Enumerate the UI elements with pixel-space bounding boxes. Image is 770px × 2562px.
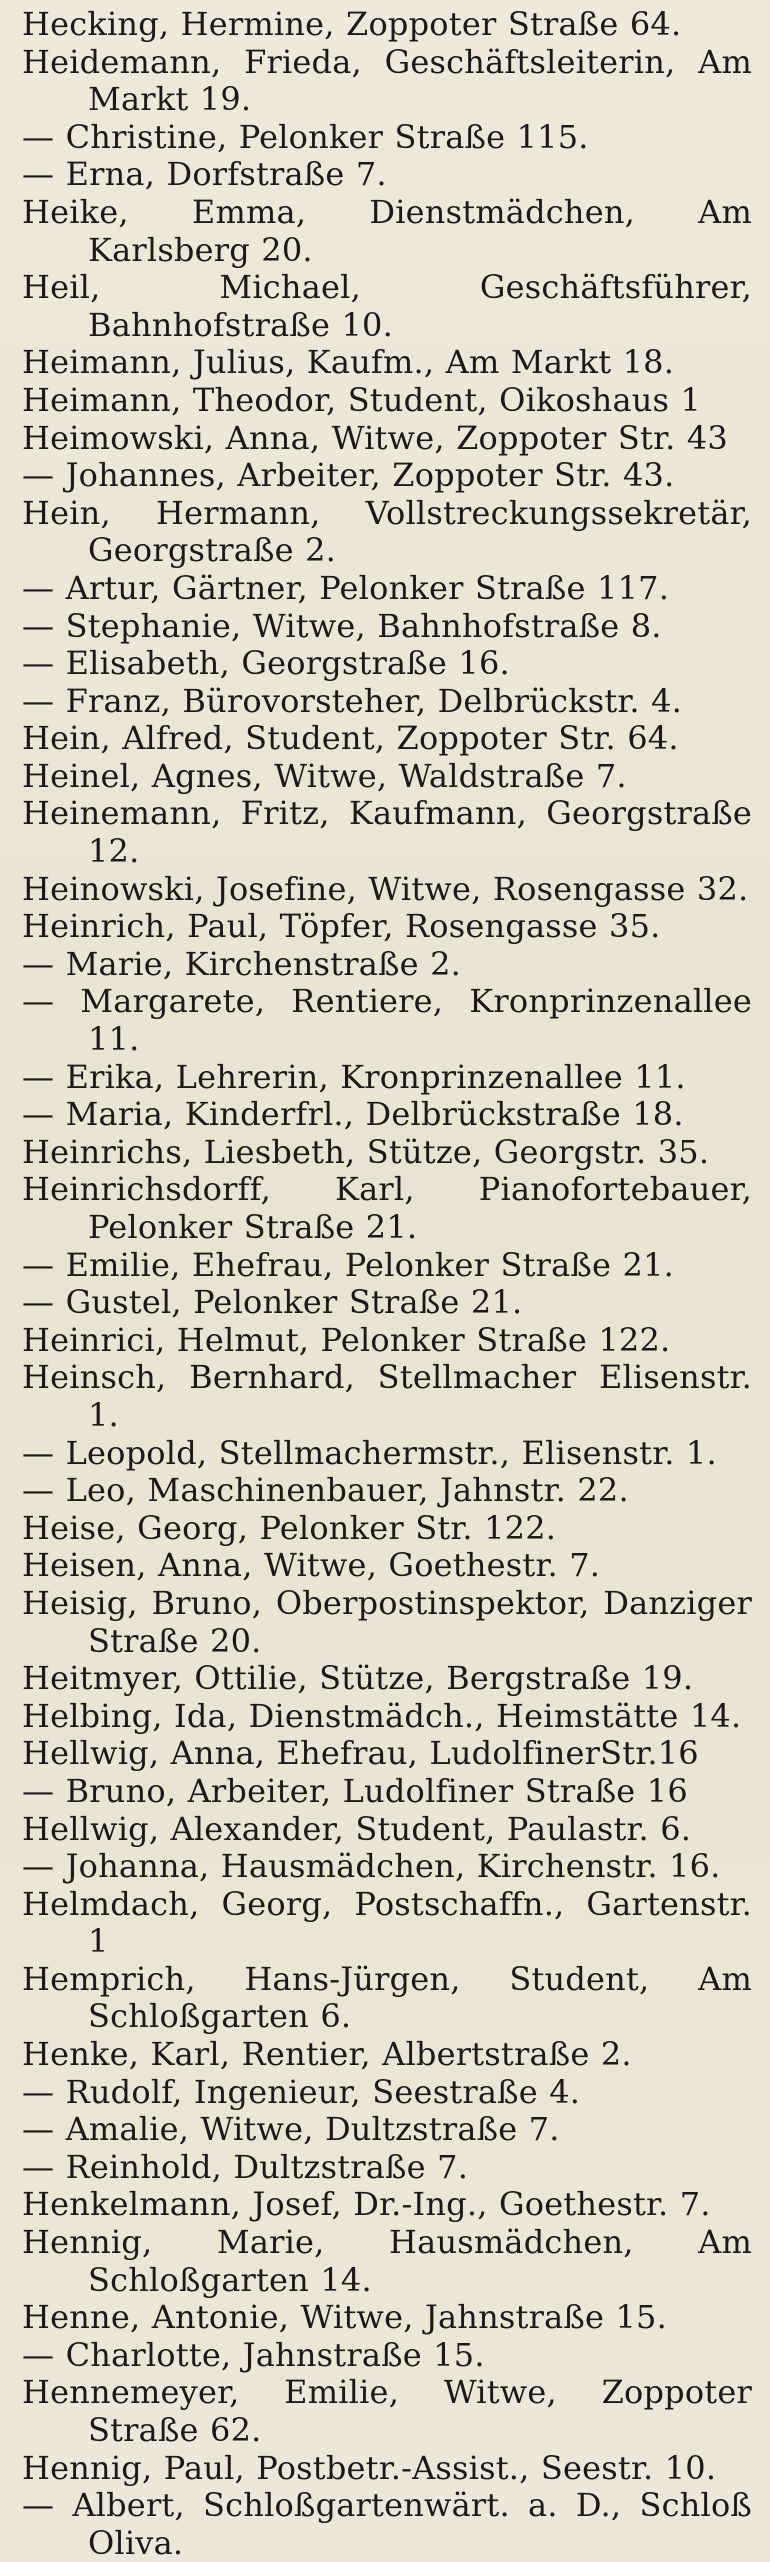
directory-entry: — Christine, Pelonker Straße 115.: [22, 117, 589, 156]
directory-entry: Heinemann, Fritz, Kaufmann, Georgstraße 12.: [22, 794, 752, 871]
directory-entry: — Erna, Dorfstraße 7.: [22, 155, 387, 194]
directory-entry: Heike, Emma, Dienstmädchen, Am Karlsberg 20.: [22, 192, 752, 269]
directory-entry: — Maria, Kinderfrl., Delbrückstraße 18.: [22, 1095, 684, 1134]
directory-entry: Hein, Hermann, Vollstreckungssekretär, Georgstraße 2.: [22, 493, 752, 570]
directory-entry: Hellwig, Alexander, Student, Paulastr. 6.: [22, 1809, 692, 1848]
directory-entry: — Rudolf, Ingenieur, Seestraße 4.: [22, 2072, 581, 2111]
directory-entry: Heisen, Anna, Witwe, Goethestr. 7.: [22, 1546, 601, 1585]
directory-entry: — Johanna, Hausmädchen, Kirchenstr. 16.: [22, 1847, 721, 1886]
directory-entry: Helbing, Ida, Dienstmädch., Heimstätte 14.: [22, 1696, 742, 1735]
directory-entry: Hennig, Marie, Hausmädchen, Am Schloßgarten 14.: [22, 2223, 752, 2299]
directory-entry: — Reinhold, Dultzstraße 7.: [22, 2147, 469, 2186]
directory-entry: Heinrichsdorff, Karl, Pianofortebauer, Pelonker Straße 21.: [22, 1170, 752, 1246]
directory-entry: — Marie, Kirchenstraße 2.: [22, 944, 462, 983]
directory-entry: — Gustel, Pelonker Straße 21.: [22, 1283, 523, 1322]
directory-entry: Heitmyer, Ottilie, Stütze, Bergstraße 19.: [22, 1659, 694, 1698]
directory-entry: Hemprich, Hans-Jürgen, Student, Am Schloßgarten 6.: [22, 1959, 752, 2036]
directory-entry: Heinrichs, Liesbeth, Stütze, Georgstr. 35.: [22, 1132, 710, 1171]
directory-entry: Henke, Karl, Rentier, Albertstraße 2.: [22, 2035, 632, 2074]
directory-entry: Heise, Georg, Pelonker Str. 122.: [22, 1508, 557, 1547]
directory-entry: Heinel, Agnes, Witwe, Waldstraße 7.: [22, 756, 627, 795]
directory-entry: — Amalie, Witwe, Dultzstraße 7.: [22, 2110, 560, 2149]
directory-entry: Henkelmann, Josef, Dr.-Ing., Goethestr. 7.: [22, 2185, 711, 2224]
directory-entry: — Elisabeth, Georgstraße 16.: [22, 644, 510, 683]
directory-entry: Heil, Michael, Geschäftsführer, Bahnhofstraße 10.: [22, 268, 752, 344]
directory-entry: Heisig, Bruno, Oberpostinspektor, Danziger Straße 20.: [22, 1583, 752, 1660]
directory-entry: — Emilie, Ehefrau, Pelonker Straße 21.: [22, 1245, 675, 1284]
directory-entry: — Franz, Bürovorsteher, Delbrückstr. 4.: [22, 681, 683, 720]
directory-entry: — Margarete, Rentiere, Kronprinzenallee 11.: [22, 982, 752, 1059]
directory-entry: Heidemann, Frieda, Geschäftsleiterin, Am Markt 19.: [22, 42, 752, 119]
directory-entry: Hennemeyer, Emilie, Witwe, Zoppoter Straße 62.: [22, 2373, 752, 2449]
directory-entry: Heimann, Theodor, Student, Oikoshaus 1: [22, 380, 702, 419]
directory-entry: — Erika, Lehrerin, Kronprinzenallee 11.: [22, 1057, 686, 1096]
directory-entry: — Charlotte, Jahnstraße 15.: [22, 2335, 485, 2374]
directory-entry: — Bruno, Arbeiter, Ludolfiner Straße 16: [22, 1771, 688, 1810]
directory-entry-list: [22, 6, 752, 2562]
directory-entry: — Albert, Schloßgartenwärt. a. D., Schloß Oliva.: [22, 2486, 752, 2562]
directory-entry: Heinrici, Helmut, Pelonker Straße 122.: [22, 1320, 671, 1359]
directory-entry: Henne, Antonie, Witwe, Jahnstraße 15.: [22, 2298, 667, 2337]
directory-entry: Heinowski, Josefine, Witwe, Rosengasse 32.: [22, 869, 749, 908]
directory-entry: Heimann, Julius, Kaufm., Am Markt 18.: [22, 343, 675, 382]
directory-entry: Heinsch, Bernhard, Stellmacher Elisenstr. 1.: [22, 1358, 752, 1434]
directory-entry: — Stephanie, Witwe, Bahnhofstraße 8.: [22, 606, 662, 645]
directory-entry: Helmdach, Georg, Postschaffn., Gartenstr. 1: [22, 1884, 752, 1961]
directory-entry: Hennig, Paul, Postbetr.-Assist., Seestr. 10.: [22, 2448, 717, 2487]
directory-entry: — Leo, Maschinenbauer, Jahnstr. 22.: [22, 1471, 629, 1510]
directory-entry: — Leopold, Stellmachermstr., Elisenstr. 1.: [22, 1433, 717, 1472]
directory-entry: Hellwig, Anna, Ehefrau, LudolfinerStr.16: [22, 1734, 699, 1773]
directory-entry: Heinrich, Paul, Töpfer, Rosengasse 35.: [22, 907, 661, 946]
directory-entry: — Johannes, Arbeiter, Zoppoter Str. 43.: [22, 456, 675, 495]
directory-entry: — Artur, Gärtner, Pelonker Straße 117.: [22, 568, 670, 607]
directory-entry: Hein, Alfred, Student, Zoppoter Str. 64.: [22, 719, 679, 758]
directory-entry: Heimowski, Anna, Witwe, Zoppoter Str. 43: [22, 418, 728, 457]
directory-entry: Hecking, Hermine, Zoppoter Straße 64.: [22, 5, 682, 43]
